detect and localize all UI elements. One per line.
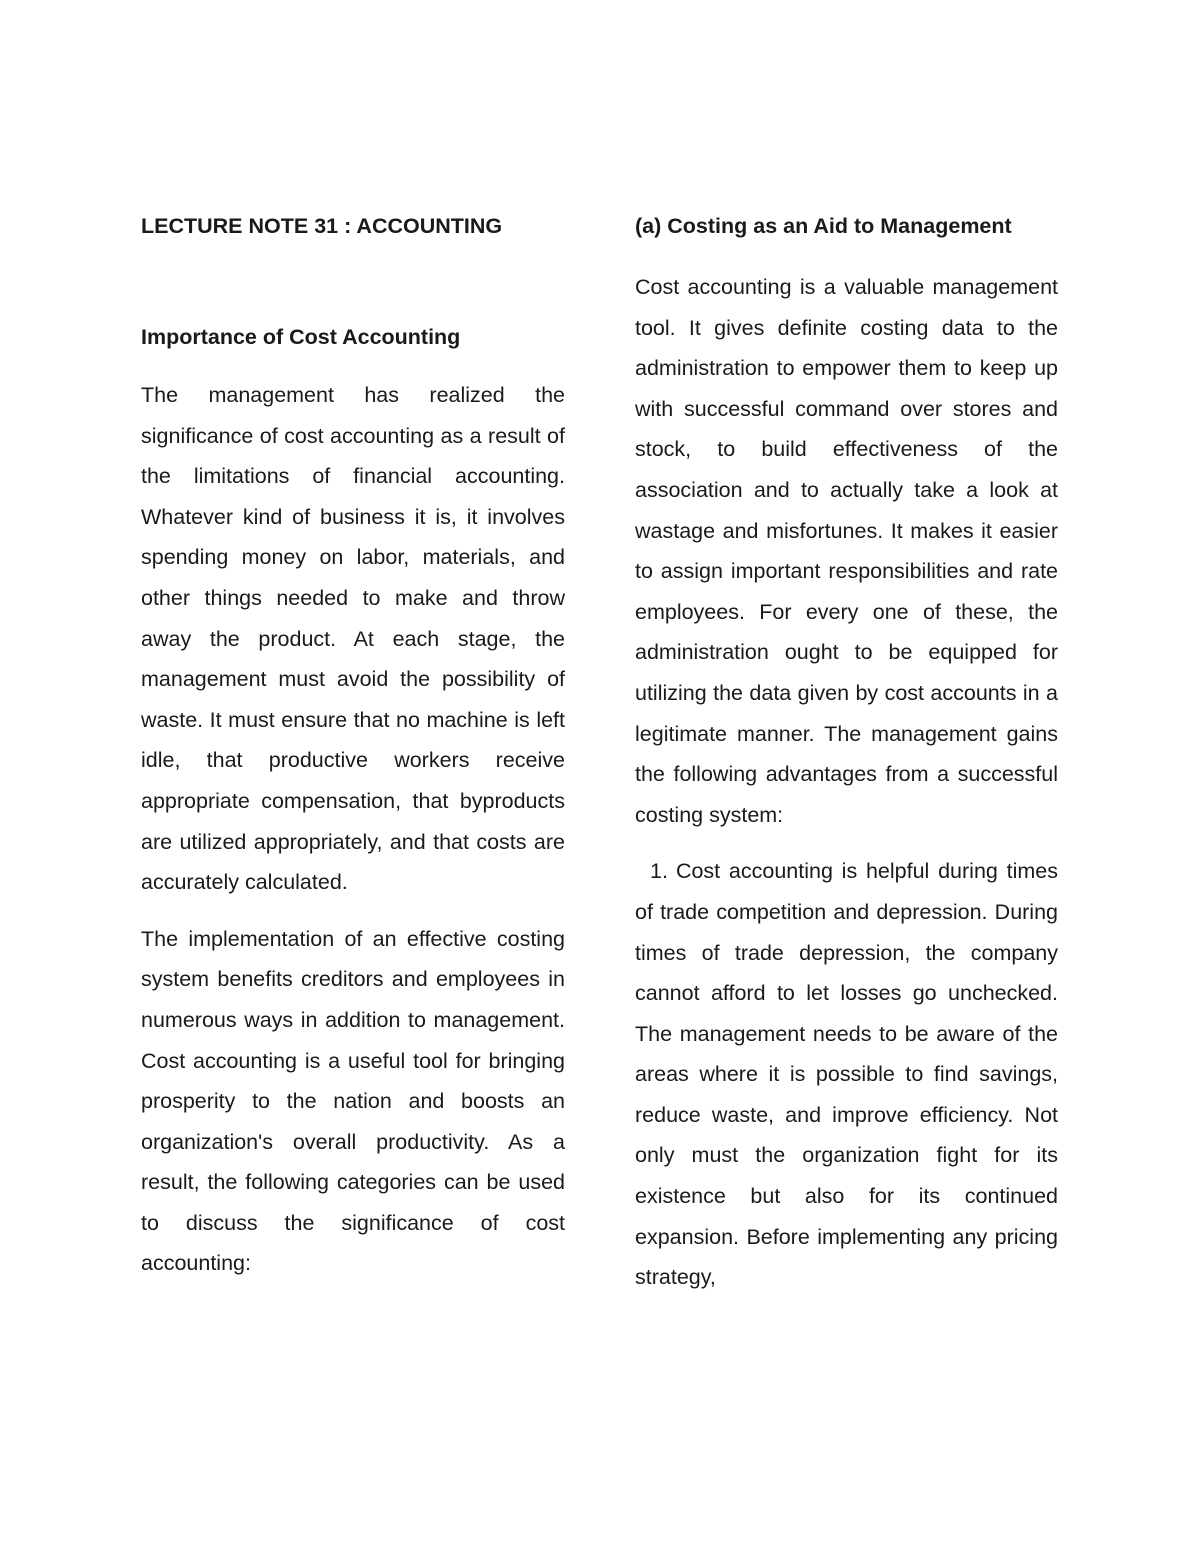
lecture-title: LECTURE NOTE 31 : ACCOUNTING <box>141 214 503 238</box>
list-item-number: 1. <box>650 859 668 884</box>
right-column <box>635 210 1058 1338</box>
paragraph-importance-2: The implementation of an effective costing system benefits creditors and employees in numerous ways in addition to management. Cost accounting is a useful tool for bringing prosperity to the nation and boosts an organization's overall productivity. As a result, the following categories can be used to discuss the significance of cost accounting: <box>141 926 565 1276</box>
paragraph-aid-to-management: Cost accounting is a valuable management tool. It gives definite costing data to the administration to empower them to keep up with successful command over stores and stock, to build effectiveness of the association and to actually take a look at wastage and misfortunes. It makes it easier to assign important responsibilities and rate employees. For every one of these, the administration ought to be equipped for utilizing the data given by cost accounts in a legitimate manner. The management gains the following advantages from a successful costing system: <box>635 275 1058 827</box>
list-item <box>635 851 1058 1338</box>
paragraph-importance-1: The management has realized the significance of cost accounting as a result of the limitations of financial accounting. Whatever kind of business it is, it involves spending money on labor, materials, and other things needed to make and throw away the product. At each stage, the management must avoid the possibility of waste. It must ensure that no machine is left idle, that productive workers receive appropriate compensation, that byproducts are utilized appropriately, and that costs are accurately calculated. <box>141 383 565 895</box>
list-item-text: Cost accounting is helpful during times of trade competition and depression. During times of trade depression, the company cannot afford to let losses go unchecked. The management needs to be aware of the areas where it is possible to find savings, reduce waste, and improve efficiency. Not only must the organization fight for its existence but also for its continued expansion. Before implementing any pricing strategy, <box>635 859 1058 1290</box>
section-heading-aid-to-management: (a) Costing as an Aid to Management <box>635 214 1012 238</box>
left-column <box>141 210 565 1284</box>
section-heading-importance: Importance of Cost Accounting <box>141 325 461 349</box>
